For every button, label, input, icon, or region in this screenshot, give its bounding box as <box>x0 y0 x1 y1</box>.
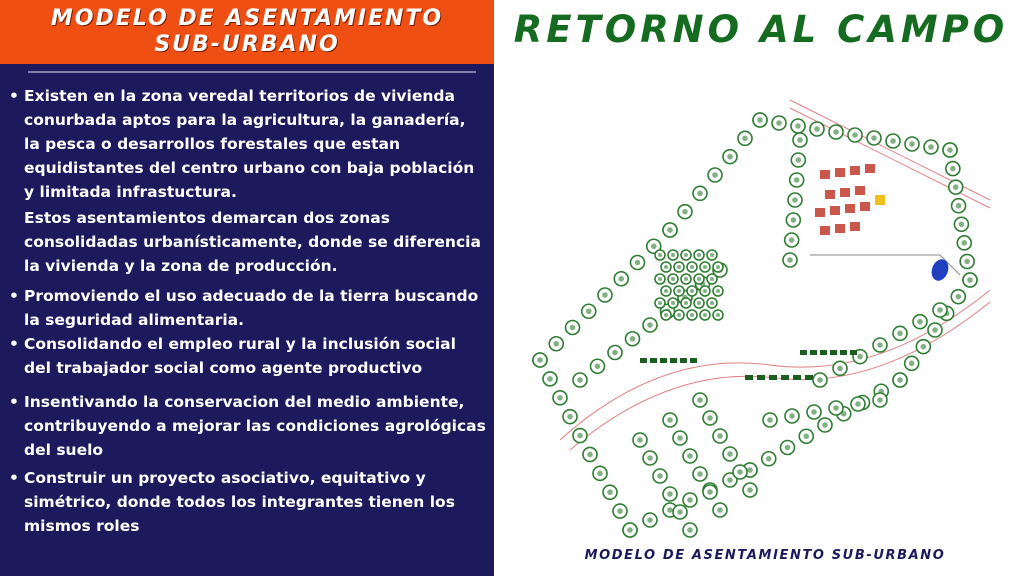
tree-icon <box>747 487 753 493</box>
tree-icon <box>557 395 563 401</box>
crop-marker <box>670 358 677 363</box>
tree-icon <box>667 491 673 497</box>
crop-marker <box>810 350 817 355</box>
tree-icon <box>921 344 927 350</box>
tree-icon <box>658 253 662 257</box>
tree-icon <box>617 508 623 514</box>
tree-icon <box>635 260 641 266</box>
crop-marker <box>830 350 837 355</box>
facility-icon <box>875 195 885 205</box>
crop-marker <box>769 375 777 380</box>
tree-icon <box>697 253 701 257</box>
house-icon <box>840 188 850 197</box>
tree-icon <box>787 257 793 263</box>
tree-icon <box>776 120 782 126</box>
tree-icon <box>664 313 668 317</box>
crop-marker <box>820 350 827 355</box>
header-line-2: SUB-URBANO <box>154 32 340 57</box>
tree-icon <box>537 357 543 363</box>
tree-icon <box>757 117 763 123</box>
tree-icon <box>570 325 576 331</box>
plan-caption: MODELO DE ASENTAMIENTO SUB-URBANO <box>584 548 946 563</box>
tree-icon <box>961 240 967 246</box>
tree-icon <box>890 138 896 144</box>
tree-icon <box>612 350 618 356</box>
tree-icon <box>618 276 624 282</box>
tree-icon <box>586 308 592 314</box>
tree-icon <box>657 473 663 479</box>
tree-icon <box>627 527 633 533</box>
tree-icon <box>707 415 713 421</box>
bullet-item <box>8 466 486 538</box>
tree-icon <box>928 144 934 150</box>
tree-icon <box>857 354 863 360</box>
tree-icon <box>595 363 601 369</box>
tree-icon <box>796 157 802 163</box>
tree-icon <box>716 265 720 269</box>
tree-icon <box>953 184 959 190</box>
tree-icon <box>766 456 772 462</box>
tree-icon <box>742 136 748 142</box>
tree-icon <box>607 489 613 495</box>
tree-icon <box>727 154 733 160</box>
tree-icon <box>687 453 693 459</box>
bullet-item <box>8 84 486 278</box>
tree-icon <box>877 342 883 348</box>
tree-icon <box>791 217 797 223</box>
tree-icon <box>682 209 688 215</box>
header-banner <box>0 0 494 64</box>
tree-icon <box>677 313 681 317</box>
tree-icon <box>795 123 801 129</box>
tree-icon <box>597 471 603 477</box>
tree-icon <box>658 301 662 305</box>
bullet-text: • Consolidando el empleo rural y la inclusión social del trabajador social como agente productivo <box>24 335 456 377</box>
site-plan <box>520 80 1000 540</box>
tree-icon <box>677 509 683 515</box>
house-icon <box>850 222 860 231</box>
crop-marker <box>690 358 697 363</box>
tree-icon <box>697 397 703 403</box>
house-icon <box>850 166 860 175</box>
crop-marker <box>757 375 765 380</box>
tree-icon <box>937 307 943 313</box>
tree-icon <box>917 319 923 325</box>
tree-icon <box>567 414 573 420</box>
tree-icon <box>716 289 720 293</box>
tree-icon <box>710 277 714 281</box>
house-icon <box>860 202 870 211</box>
tree-icon <box>690 289 694 293</box>
tree-icon <box>932 327 938 333</box>
bullet-text: • Promoviendo el uso adecuado de la tierra buscando la seguridad alimentaria. <box>24 287 479 329</box>
tree-icon <box>767 417 773 423</box>
tree-icon <box>677 289 681 293</box>
tree-icon <box>837 366 843 372</box>
tree-icon <box>703 313 707 317</box>
tree-icon <box>716 313 720 317</box>
tree-icon <box>684 253 688 257</box>
tree-icon <box>792 197 798 203</box>
house-icon <box>820 170 830 179</box>
tree-icon <box>833 405 839 411</box>
tree-icon <box>822 422 828 428</box>
house-icon <box>835 224 845 233</box>
tree-icon <box>855 401 861 407</box>
crop-marker <box>850 350 857 355</box>
crop-marker <box>840 350 847 355</box>
tree-icon <box>789 413 795 419</box>
tree-icon <box>664 265 668 269</box>
tree-icon <box>717 507 723 513</box>
tree-icon <box>909 361 915 367</box>
tree-icon <box>877 397 883 403</box>
tree-icon <box>647 455 653 461</box>
tree-icon <box>677 265 681 269</box>
crop-marker <box>800 350 807 355</box>
tree-icon <box>587 452 593 458</box>
tree-icon <box>833 129 839 135</box>
house-icon <box>815 208 825 217</box>
house-icon <box>865 164 875 173</box>
tree-icon <box>871 135 877 141</box>
tree-icon <box>959 221 965 227</box>
tree-icon <box>697 277 701 281</box>
tree-icon <box>684 301 688 305</box>
tree-icon <box>727 451 733 457</box>
bullet-text: • Existen en la zona veredal territorios de vivienda conurbada aptos para la agricultura, la ganadería, la pesca o desarrollos forestales que estan equidistantes del centro urbano con baja población y limitada infrastuctura. <box>24 87 475 201</box>
tree-icon <box>897 331 903 337</box>
crop-marker <box>660 358 667 363</box>
tree-icon <box>710 301 714 305</box>
tree-icon <box>703 265 707 269</box>
tree-icon <box>785 445 791 451</box>
tree-icon <box>651 243 657 249</box>
tree-icon <box>687 527 693 533</box>
crop-marker <box>680 358 687 363</box>
tree-icon <box>690 313 694 317</box>
tree-icon <box>964 259 970 265</box>
tree-icon <box>602 292 608 298</box>
tree-icon <box>717 433 723 439</box>
tree-icon <box>897 377 903 383</box>
bullet-text: • Insentivando la conservacion del medio ambiente, contribuyendo a mejorar las condiciones agrológicas del suelo <box>24 393 486 459</box>
tree-icon <box>909 141 915 147</box>
page-title: RETORNO AL CAMPO <box>513 8 1009 51</box>
tree-icon <box>664 289 668 293</box>
tree-icon <box>577 433 583 439</box>
tree-icon <box>814 126 820 132</box>
house-icon <box>830 206 840 215</box>
bullet-list <box>8 84 486 538</box>
tree-icon <box>697 301 701 305</box>
crop-marker <box>781 375 789 380</box>
tree-icon <box>647 322 653 328</box>
tree-icon <box>671 277 675 281</box>
tree-icon <box>577 377 583 383</box>
tree-icon <box>671 253 675 257</box>
tree-icon <box>967 277 973 283</box>
pond-icon <box>929 257 952 283</box>
tree-icon <box>727 477 733 483</box>
bullet-subtext: Estos asentamientos demarcan dos zonas consolidadas urbanísticamente, donde se diferencia la vivienda y la zona de producción. <box>24 209 481 275</box>
tree-icon <box>667 507 673 513</box>
bullet-item <box>8 332 486 380</box>
site-plan-drawing <box>520 80 1000 540</box>
tree-icon <box>671 301 675 305</box>
tree-icon <box>710 253 714 257</box>
tree-icon <box>667 227 673 233</box>
tree-icon <box>956 203 962 209</box>
tree-icon <box>737 469 743 475</box>
bullet-item <box>8 390 486 462</box>
tree-icon <box>797 137 803 143</box>
tree-icon <box>852 132 858 138</box>
tree-icon <box>803 433 809 439</box>
crop-marker <box>805 375 813 380</box>
tree-icon <box>811 409 817 415</box>
tree-icon <box>707 489 713 495</box>
tree-icon <box>697 471 703 477</box>
house-icon <box>825 190 835 199</box>
crop-marker <box>640 358 647 363</box>
house-icon <box>820 226 830 235</box>
plan-trees <box>533 113 977 537</box>
tree-icon <box>947 147 953 153</box>
tree-icon <box>950 166 956 172</box>
house-icon <box>835 168 845 177</box>
tree-icon <box>794 177 800 183</box>
header-line-1: MODELO DE ASENTAMIENTO <box>50 6 444 31</box>
house-icon <box>845 204 855 213</box>
house-icon <box>855 186 865 195</box>
tree-icon <box>684 277 688 281</box>
tree-icon <box>817 377 823 383</box>
tree-icon <box>553 341 559 347</box>
bullet-text: • Construir un proyecto asociativo, equitativo y simétrico, donde todos los integrantes tienen los mismos roles <box>24 469 455 535</box>
tree-icon <box>647 517 653 523</box>
tree-icon <box>956 294 962 300</box>
tree-icon <box>677 435 683 441</box>
tree-icon <box>637 437 643 443</box>
tree-icon <box>667 417 673 423</box>
tree-icon <box>712 172 718 178</box>
tree-icon <box>747 467 753 473</box>
tree-icon <box>703 289 707 293</box>
crop-marker <box>745 375 753 380</box>
tree-icon <box>687 497 693 503</box>
tree-icon <box>697 191 703 197</box>
header-divider <box>28 71 476 73</box>
tree-icon <box>547 376 553 382</box>
crop-marker <box>793 375 801 380</box>
tree-icon <box>630 336 636 342</box>
crop-marker <box>650 358 657 363</box>
tree-icon <box>658 277 662 281</box>
tree-icon <box>690 265 694 269</box>
tree-icon <box>789 237 795 243</box>
bullet-item <box>8 284 486 332</box>
